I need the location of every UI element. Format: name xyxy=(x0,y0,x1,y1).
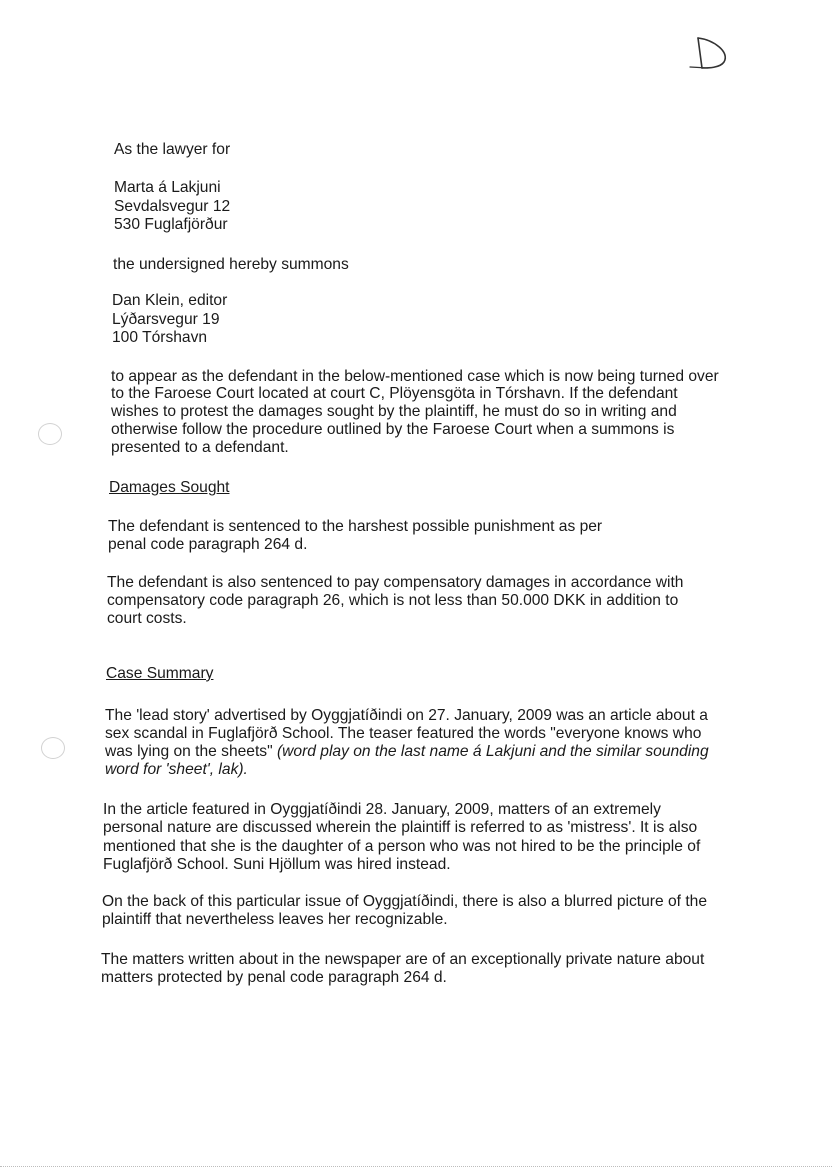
appear-paragraph-line: wishes to protest the damages sought by the plaintiff, he must do so in writing and xyxy=(111,403,677,420)
summary-p1-plain: was lying on the sheets" xyxy=(105,743,277,760)
summary-p4-line: matters protected by penal code paragraph 264 d. xyxy=(101,969,447,986)
punch-hole-bottom xyxy=(41,737,65,759)
summary-p2-line: Fuglafjörð School. Suni Hjöllum was hired instead. xyxy=(103,856,451,873)
summary-p3-line: On the back of this particular issue of Oyggjatíðindi, there is also a blurred picture of the xyxy=(102,893,708,910)
defendant-street: Lýðarsvegur 19 xyxy=(112,311,220,328)
summary-heading: Case Summary xyxy=(106,665,214,682)
plaintiff-street: Sevdalsvegur 12 xyxy=(114,198,231,215)
summary-p1-line: word for 'sheet', lak). xyxy=(105,761,248,778)
damages-p2-line: The defendant is also sentenced to pay compensatory damages in accordance with xyxy=(107,574,684,591)
summons-line: the undersigned hereby summons xyxy=(113,256,349,273)
summary-p2-line: mentioned that she is the daughter of a person who was not hired to be the principle of xyxy=(103,838,701,855)
summary-p1-line xyxy=(105,743,709,761)
damages-p2-line: compensatory code paragraph 26, which is not less than 50.000 DKK in addition to xyxy=(107,592,679,609)
summary-p2-line: personal nature are discussed wherein the plaintiff is referred to as 'mistress'. It is also xyxy=(103,819,698,836)
appear-paragraph-line: otherwise follow the procedure outlined by the Faroese Court when a summons is xyxy=(111,421,675,438)
page-bottom-edge xyxy=(0,1166,832,1167)
summary-p2-line: In the article featured in Oyggjatíðindi 28. January, 2009, matters of an extremely xyxy=(103,801,661,818)
damages-p1-line: penal code paragraph 264 d. xyxy=(108,536,308,553)
appear-paragraph-line: presented to a defendant. xyxy=(111,439,289,456)
appear-paragraph-line: to appear as the defendant in the below-mentioned case which is now being turned over xyxy=(111,368,719,385)
appear-paragraph-line: to the Faroese Court located at court C, Plöyensgöta in Tórshavn. If the defendant xyxy=(111,385,678,402)
punch-hole-top xyxy=(38,423,62,445)
summary-p4-line: The matters written about in the newspaper are of an exceptionally private nature about xyxy=(101,951,705,968)
summary-p1-italic: (word play on the last name á Lakjuni and the similar sounding xyxy=(276,743,709,760)
summary-p3-line: plaintiff that nevertheless leaves her recognizable. xyxy=(102,911,448,928)
damages-heading: Damages Sought xyxy=(109,479,230,496)
defendant-city: 100 Tórshavn xyxy=(112,329,208,346)
plaintiff-name: Marta á Lakjuni xyxy=(114,179,221,196)
damages-p1-line: The defendant is sentenced to the harshest possible punishment as per xyxy=(108,518,603,535)
summary-p1-line: The 'lead story' advertised by Oyggjatíðindi on 27. January, 2009 was an article about a xyxy=(105,707,708,724)
defendant-name: Dan Klein, editor xyxy=(112,292,228,309)
opening-line: As the lawyer for xyxy=(114,141,231,158)
damages-p2-line: court costs. xyxy=(107,610,187,627)
summary-p1-line: sex scandal in Fuglafjörð School. The teaser featured the words "everyone knows who xyxy=(105,725,702,742)
plaintiff-city: 530 Fuglafjörður xyxy=(114,216,228,233)
handwritten-letter-d-mark xyxy=(684,32,734,74)
